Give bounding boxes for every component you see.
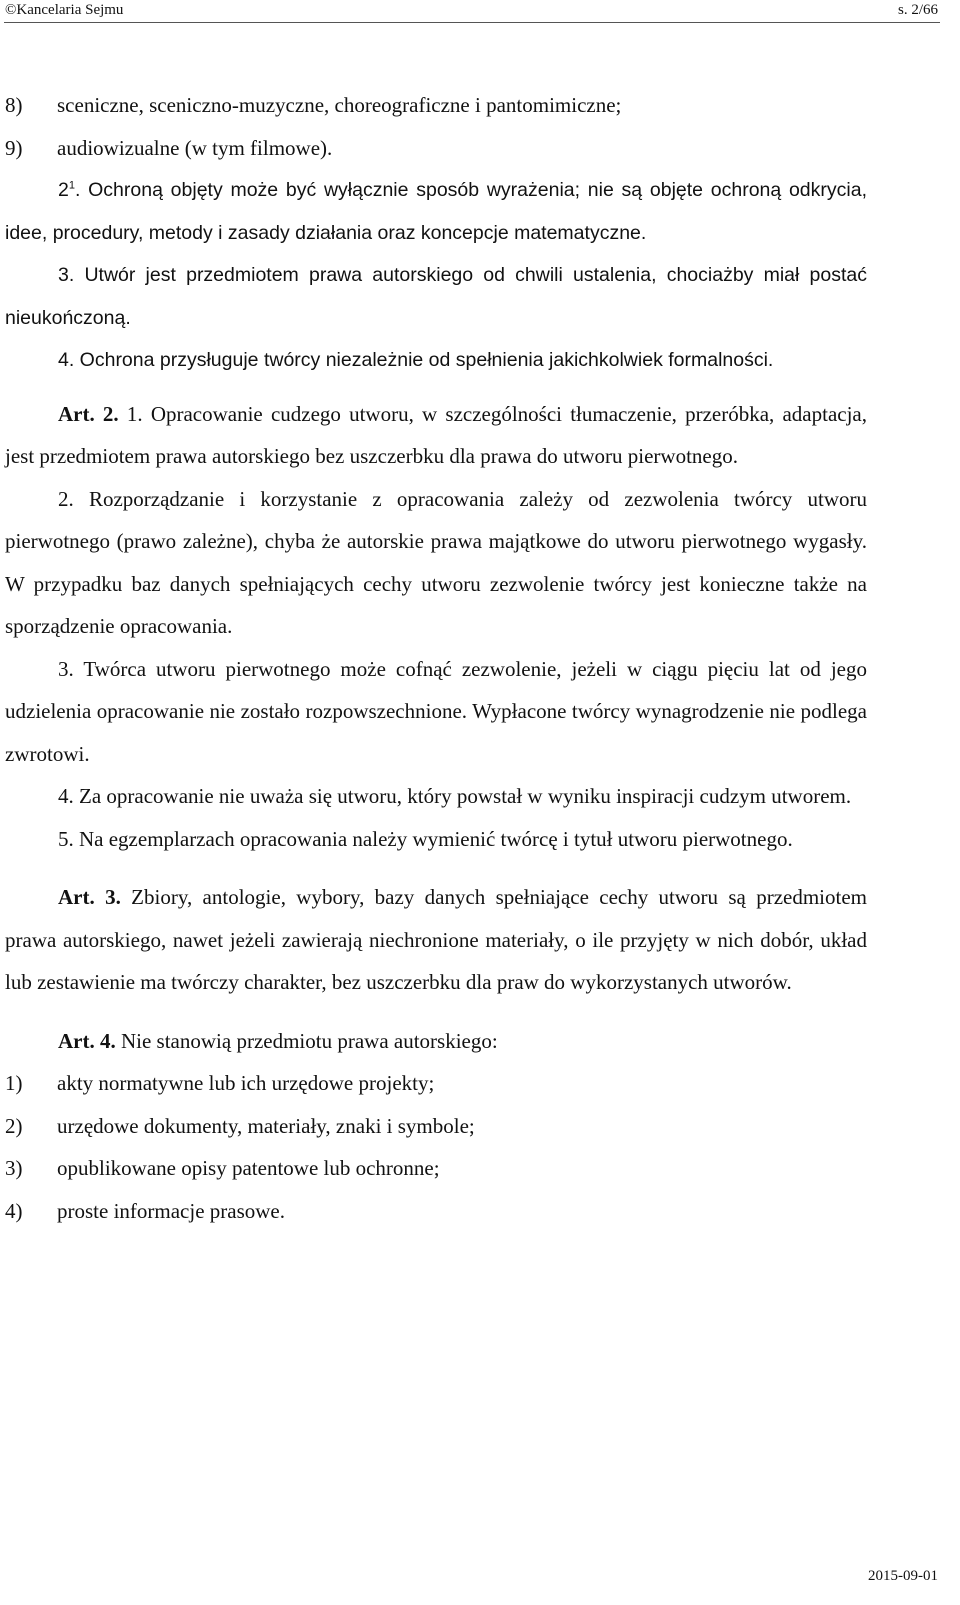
article-2-paragraph-1 [5,393,867,478]
paragraph-4: 4. Ochrona przysługuje twórcy niezależnie od spełnienia jakichkolwiek formalności. [58,349,774,371]
list-item-text: akty normatywne lub ich urzędowe projekty; [57,1071,435,1095]
article-2-paragraph-3: 3. Twórca utworu pierwotnego może cofnąć zezwolenie, jeżeli w ciągu pięciu lat od jego udzielenia opracowanie nie zostało rozpowszechnione. Wypłacone twórcy wynagrodzenie nie podlega zwrotowi. [5,656,867,766]
list-item-number: 3) [5,1156,23,1180]
page-header [0,0,960,22]
article-label: Art. 3. [58,885,121,909]
page-number: s. 2/66 [897,2,938,18]
paragraph-number: 2 [58,179,69,201]
paragraph-text: Nie stanowią przedmiotu prawa autorskiego: [120,1028,498,1053]
article-4-intro [5,1020,867,1063]
paragraph-text: 1. Opracowanie cudzego utworu, w szczególności tłumaczenie, przeróbka, adaptacja, jest przedmiotem prawa autorskiego bez uszczerbku dla prawa do utworu pierwotnego. [5,401,867,468]
article-3 [5,876,867,1004]
list-item-number: 2) [5,1113,23,1138]
list-item-number: 9) [5,135,23,160]
list-item-text: audiowizualne (w tym filmowe). [57,135,333,160]
list-item-text: sceniczne, sceniczno-muzyczne, choreograficzne i pantomimiczne; [57,93,622,117]
paragraph-3: 3. Utwór jest przedmiotem prawa autorskiego od chwili ustalenia, chociażby miał postać nieukończoną. [5,264,867,329]
list-item-text: proste informacje prasowe. [57,1198,285,1223]
list-item [5,1105,867,1148]
article-label: Art. 2. [58,401,119,426]
list-item [5,84,867,127]
article-label: Art. 4. [58,1028,116,1053]
list-item [5,1062,867,1105]
list-item-text: urzędowe dokumenty, materiały, znaki i symbole; [57,1113,475,1138]
superscript: 1 [68,179,75,192]
copyright-label: ©Kancelaria Sejmu [5,2,124,18]
paragraph-text: . Ochroną objęty może być wyłącznie sposób wyrażenia; nie są objęte ochroną odkrycia, idee, procedury, metody i zasady działania oraz koncepcje matematyczne. [5,179,867,244]
list-item [5,127,867,170]
footer-date: 2015-09-01 [868,1568,938,1584]
article-2-paragraph-5: 5. Na egzemplarzach opracowania należy wymienić twórcę i tytuł utworu pierwotnego. [58,826,793,851]
list-item [5,1190,867,1233]
header-rule [4,22,940,23]
list-item-number: 4) [5,1198,23,1223]
article-2-paragraph-4: 4. Za opracowanie nie uważa się utworu, który powstał w wyniku inspiracji cudzym utworem. [58,784,852,808]
article-2-paragraph-2: 2. Rozporządzanie i korzystanie z opracowania zależy od zezwolenia twórcy utworu pierwotnego (prawo zależne), chyba że autorskie prawa majątkowe do utworu pierwotnego wygasły. W przypadku baz danych spełniających cechy utworu zezwolenie twórcy jest konieczne także na sporządzenie opracowania. [5,486,867,638]
list-item-number: 8) [5,93,23,117]
list-item-text: opublikowane opisy patentowe lub ochronne; [57,1156,440,1180]
document-body [5,84,867,1232]
paragraph-2-1 [5,169,867,254]
list-item-number: 1) [5,1071,23,1095]
paragraph-text: Zbiory, antologie, wybory, bazy danych spełniające cechy utworu są przedmiotem prawa autorskiego, nawet jeżeli zawierają niechronione materiały, o ile przyjęty w nich dobór, układ lub zestawienie ma twórczy charakter, bez uszczerbku dla praw do wykorzystanych utworów. [5,885,868,994]
list-item [5,1147,867,1190]
